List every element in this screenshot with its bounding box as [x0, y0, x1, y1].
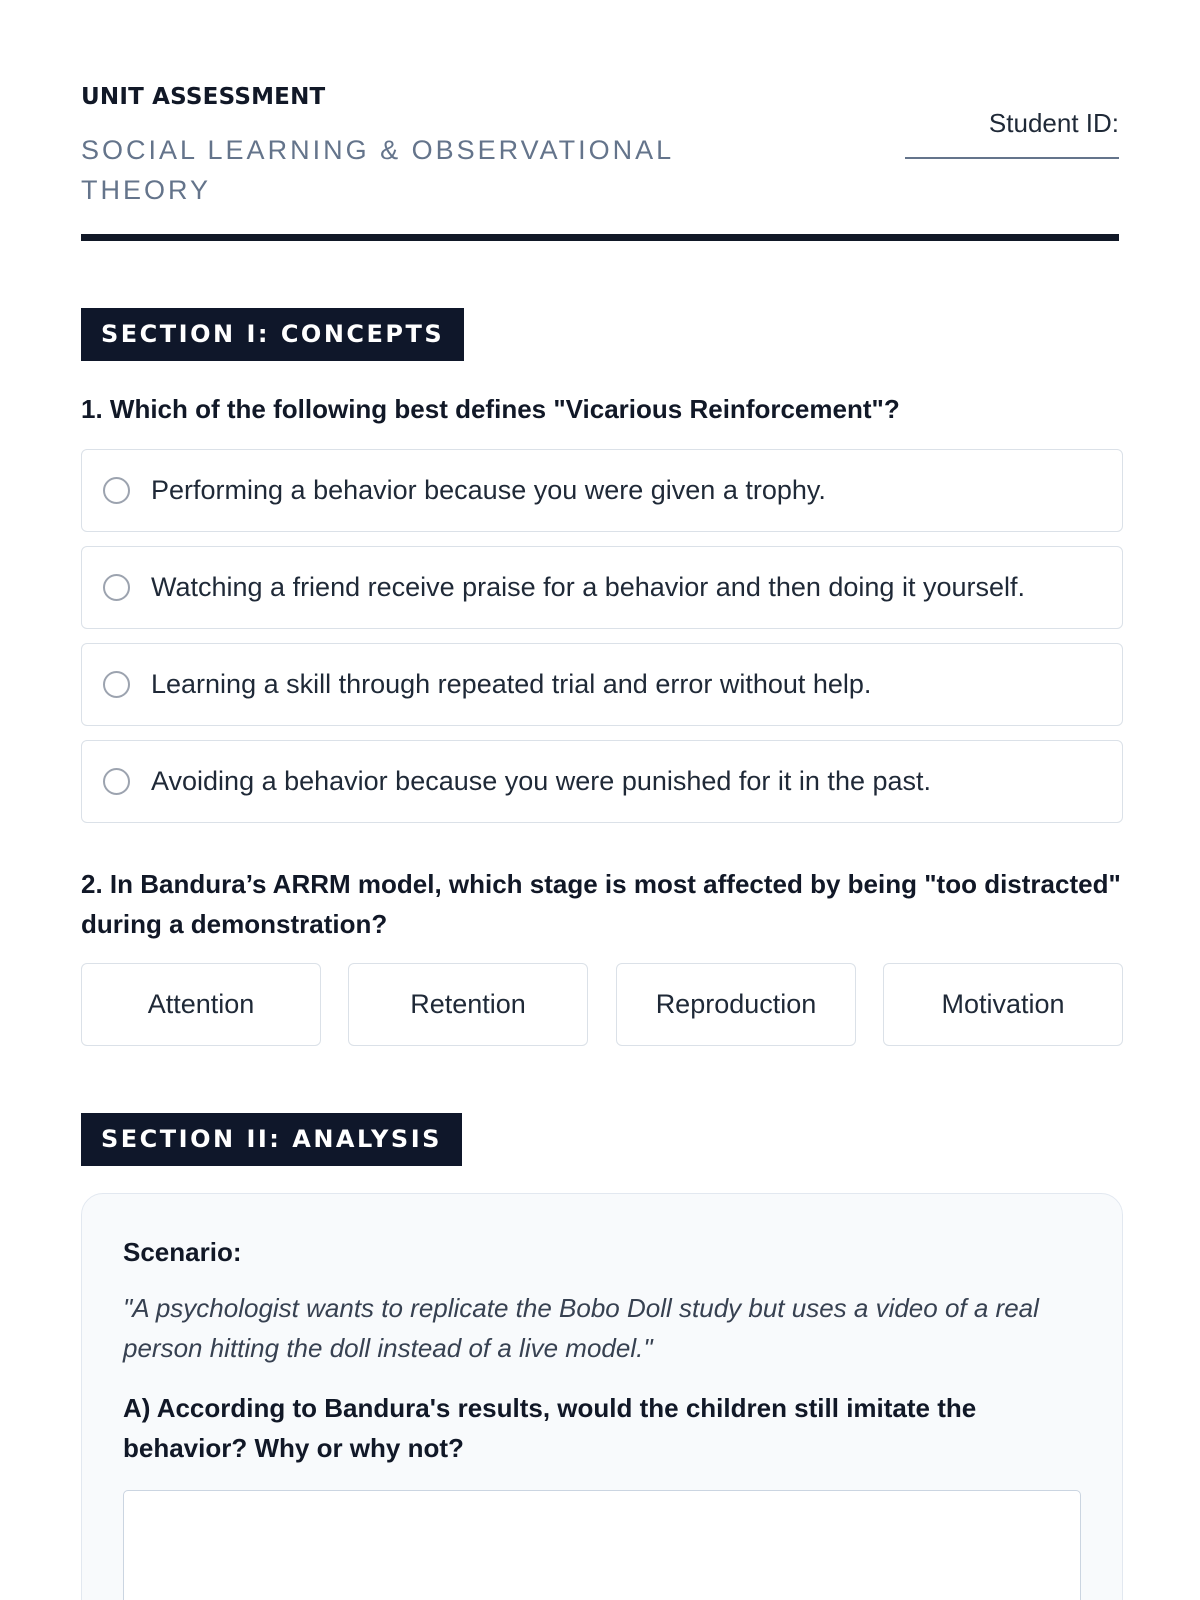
student-id-block	[905, 108, 1119, 139]
radio-button[interactable]	[103, 574, 130, 601]
radio-button[interactable]	[103, 671, 130, 698]
radio-button[interactable]	[103, 477, 130, 504]
assessment-kicker: UNIT ASSESSMENT	[81, 84, 326, 110]
question-1: 1. Which of the following best defines "Vicarious Reinforcement"?	[81, 394, 900, 424]
question-2a: A) According to Bandura's results, would the children still imitate the behavior? Why or why not?	[123, 1393, 977, 1463]
q1-option-4-label: Avoiding a behavior because you were punished for it in the past.	[151, 766, 932, 796]
q1-option-1[interactable]	[81, 449, 1123, 532]
q1-option-3-label: Learning a skill through repeated trial and error without help.	[151, 669, 872, 699]
scenario-quote: "A psychologist wants to replicate the Bobo Doll study but uses a video of a real person hitting the doll instead of a live model."	[123, 1293, 1039, 1363]
q1-option-2[interactable]	[81, 546, 1123, 629]
assessment-subtitle: SOCIAL LEARNING & OBSERVATIONAL THEORY	[81, 135, 674, 205]
q2-choice-attention[interactable]: Attention	[81, 963, 321, 1046]
q1-option-3[interactable]	[81, 643, 1123, 726]
student-id-label: Student ID:	[988, 108, 1119, 138]
q1-option-4[interactable]	[81, 740, 1123, 823]
scenario-label: Scenario:	[123, 1237, 242, 1267]
scenario-card	[81, 1193, 1123, 1600]
question-2: 2. In Bandura’s ARRM model, which stage is most affected by being "too distracted" during a demonstration?	[81, 869, 1121, 939]
section-2-title: SECTION II: ANALYSIS	[81, 1113, 462, 1166]
q1-option-2-label: Watching a friend receive praise for a behavior and then doing it yourself.	[151, 572, 1025, 602]
section-1-title: SECTION I: CONCEPTS	[81, 308, 464, 361]
q2-choice-reproduction[interactable]: Reproduction	[616, 963, 856, 1046]
q2-choice-motivation[interactable]: Motivation	[883, 963, 1123, 1046]
header-divider	[81, 234, 1119, 241]
answer-textarea[interactable]	[123, 1490, 1081, 1600]
radio-button[interactable]	[103, 768, 130, 795]
q1-option-1-label: Performing a behavior because you were given a trophy.	[151, 475, 826, 505]
q2-choice-retention[interactable]: Retention	[348, 963, 588, 1046]
assessment-header	[81, 84, 1119, 242]
student-id-field[interactable]	[905, 157, 1119, 159]
